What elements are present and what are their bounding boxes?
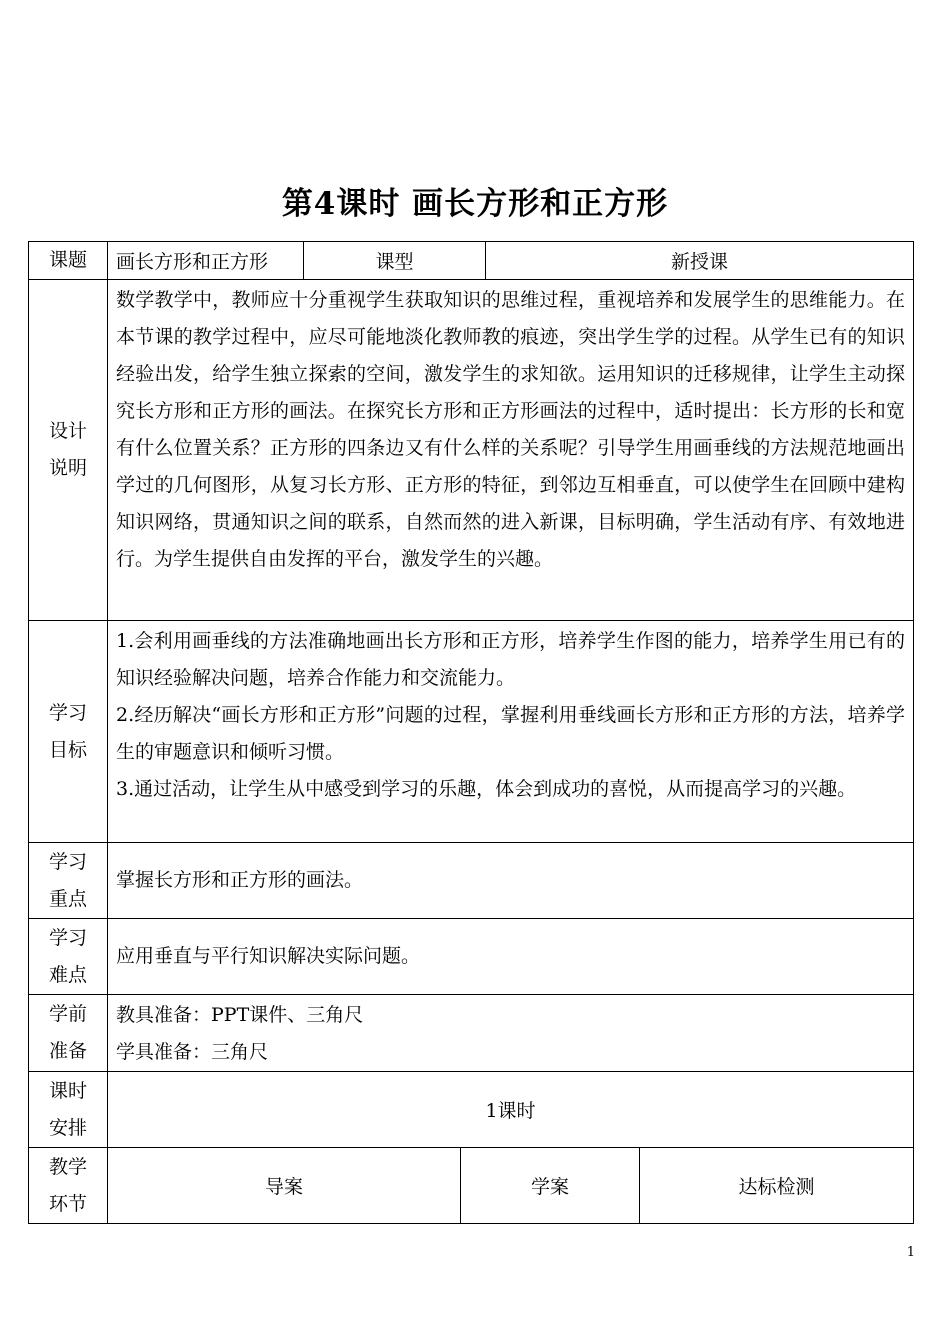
- goals-label-line1: 学习: [48, 701, 87, 724]
- design-text: 数学教学中，教师应十分重视学生获取知识的思维过程，重视培养和发展学生的思维能力。在本节课的教学过程中，应尽可能地淡化教师教的痕迹，突出学生学的过程。从学生已有的知识经验出发，给学生独立探索的空间，激发学生的求知欲。运用知识的迁移规律，让学生主动探究长方形和正方形的画法。在探究长方形和正方形画法的过程中，适时提出：长方形的长和宽有什么位置关系？正方形的四条边又有什么样的关系呢？引导学生用画垂线的方法规范地画出学过的几何图形，从复习长方形、正方形的特征，到邻边互相垂直，可以使学生在回顾中建构知识网络，贯通知识之间的联系，自然而然的进入新课，目标明确，学生活动有序、有效地进行。为学生提供自由发挥的平台，激发学生的兴趣。: [116, 289, 906, 570]
- table-row-schedule: [29, 1072, 914, 1148]
- lesson-type-label: 课型: [304, 242, 486, 280]
- goal-item-1: 1.会利用画垂线的方法准确地画出长方形和正方形，培养学生作图的能力，培养学生用已有的知识经验解决问题，培养合作能力和交流能力。: [116, 630, 906, 689]
- preparation-content: [108, 995, 914, 1072]
- table-row-topic: [29, 242, 914, 280]
- table-row-goals: [29, 621, 914, 843]
- difficulty-label: [29, 919, 108, 995]
- schedule-label-line1: 课时: [48, 1079, 87, 1102]
- table-row-stages: [29, 1148, 914, 1224]
- table-row-preparation: [29, 995, 914, 1072]
- stages-label: [29, 1148, 108, 1224]
- design-content: [108, 280, 914, 621]
- table-row-key-point: [29, 843, 914, 919]
- goals-content: [108, 621, 914, 843]
- assessment-header: 达标检测: [640, 1148, 914, 1224]
- page-title: 第4课时 画长方形和正方形: [281, 186, 669, 222]
- table-row-difficulty: [29, 919, 914, 995]
- design-label-line2: 说明: [48, 457, 87, 479]
- difficulty-label-line2: 难点: [48, 963, 87, 986]
- preparation-label-line2: 准备: [48, 1040, 87, 1062]
- key-point-text: 掌握长方形和正方形的画法。: [116, 869, 364, 891]
- preparation-label: [29, 995, 108, 1072]
- stages-label-line2: 环节: [48, 1192, 87, 1215]
- schedule-value: 1课时: [108, 1072, 914, 1148]
- design-label: [29, 280, 108, 621]
- stages-label-line1: 教学: [48, 1155, 87, 1178]
- design-label-line1: 设计: [48, 420, 87, 442]
- goals-label-line2: 目标: [48, 738, 87, 761]
- key-point-content: [108, 843, 914, 919]
- guide-plan-header: 导案: [108, 1148, 461, 1224]
- topic-label: 课题: [29, 242, 108, 280]
- preparation-label-line1: 学前: [48, 1003, 87, 1025]
- page-number: 1: [906, 1245, 915, 1260]
- schedule-label-line2: 安排: [48, 1116, 87, 1139]
- difficulty-content: [108, 919, 914, 995]
- goals-label: [29, 621, 108, 843]
- difficulty-text: 应用垂直与平行知识解决实际问题。: [116, 945, 421, 967]
- teacher-tools: 教具准备：PPT课件、三角尺: [116, 1004, 364, 1026]
- student-tools: 学具准备：三角尺: [116, 1041, 269, 1063]
- schedule-label: [29, 1072, 108, 1148]
- lesson-type-value: 新授课: [486, 242, 914, 280]
- topic-value: 画长方形和正方形: [108, 242, 304, 280]
- key-point-label-line2: 重点: [48, 887, 87, 910]
- table-row-design: [29, 280, 914, 621]
- difficulty-label-line1: 学习: [48, 926, 87, 949]
- key-point-label: [29, 843, 108, 919]
- study-plan-header: 学案: [461, 1148, 640, 1224]
- key-point-label-line1: 学习: [48, 850, 87, 873]
- goal-item-2: 2.经历解决“画长方形和正方形”问题的过程，掌握利用垂线画长方形和正方形的方法，培养学生的审题意识和倾听习惯。: [116, 704, 906, 763]
- lesson-plan-table: [28, 241, 914, 1224]
- goal-item-3: 3.通过活动，让学生从中感受到学习的乐趣，体会到成功的喜悦，从而提高学习的兴趣。: [116, 778, 857, 800]
